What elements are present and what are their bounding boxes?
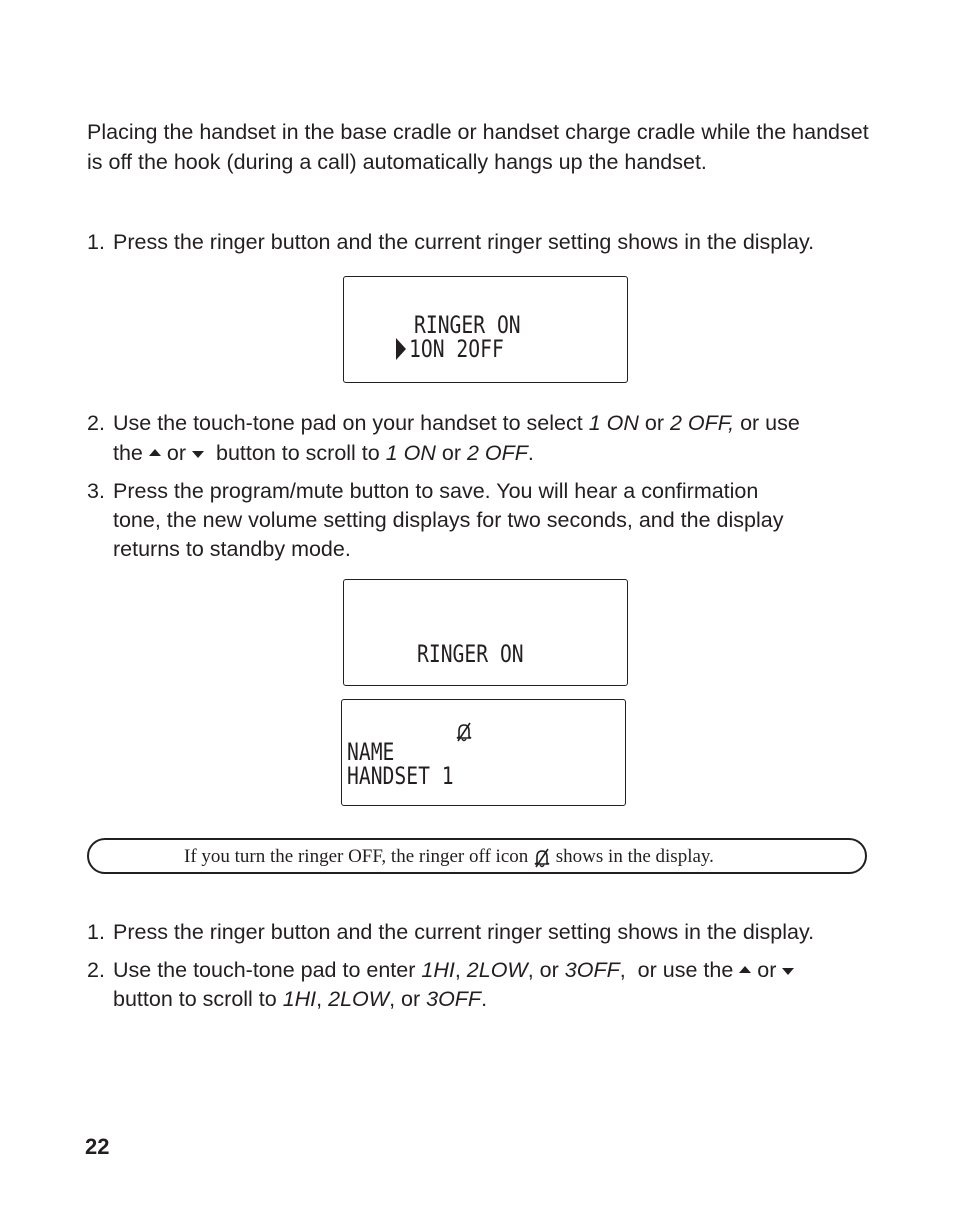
step-text: . bbox=[481, 987, 488, 1011]
option-2-off: 2 OFF, bbox=[669, 411, 735, 435]
lcd-line-1: NAME bbox=[347, 738, 395, 766]
step-text: Use the touch-tone pad to enter bbox=[113, 958, 422, 982]
lcd-display-ringer-select bbox=[343, 276, 628, 383]
step-number: 1. bbox=[87, 230, 105, 254]
step-3-line-2: tone, the new volume setting displays for two seconds, and the display bbox=[113, 508, 784, 532]
step-text: , or bbox=[389, 987, 427, 1011]
step-text: Press the ringer button and the current ringer setting shows in the display. bbox=[113, 920, 815, 944]
step-text: , or use the bbox=[619, 958, 734, 982]
lcd-line-2: HANDSET 1 bbox=[347, 762, 454, 790]
step-1-ringer-on-off bbox=[87, 228, 887, 258]
step-text: Use the touch-tone pad on your handset to select bbox=[113, 411, 589, 435]
note-text-after: shows in the display. bbox=[555, 846, 714, 867]
down-arrow-icon bbox=[192, 451, 204, 458]
option-2low: 2LOW bbox=[466, 958, 528, 982]
step-text: the bbox=[113, 441, 143, 465]
option-1-on: 1 ON bbox=[385, 441, 436, 465]
option-1hi: 1HI bbox=[421, 958, 455, 982]
step-3-save bbox=[87, 477, 887, 507]
up-arrow-icon bbox=[739, 966, 751, 973]
lcd-line-1: RINGER ON bbox=[414, 311, 521, 339]
step-text: or bbox=[166, 441, 187, 465]
option-3off: 3OFF bbox=[564, 958, 620, 982]
option-1-on: 1 ON bbox=[588, 411, 639, 435]
step-3-line-3: returns to standby mode. bbox=[113, 537, 351, 561]
up-arrow-icon bbox=[149, 449, 161, 456]
step-text: or bbox=[757, 958, 777, 982]
step-number: 2. bbox=[87, 958, 105, 982]
lcd-display-standby bbox=[341, 699, 626, 806]
step-text: button to scroll to bbox=[216, 441, 386, 465]
step-text: button to scroll to bbox=[113, 987, 283, 1011]
page-number: 22 bbox=[85, 1134, 110, 1159]
note-text-before: If you turn the ringer OFF, the ringer off icon bbox=[184, 846, 529, 867]
step-text: . bbox=[527, 441, 534, 465]
lcd-display-confirmation bbox=[343, 579, 628, 686]
step-number: 3. bbox=[87, 479, 105, 503]
step-text: , bbox=[316, 987, 329, 1011]
intro-paragraph: Placing the handset in the base cradle or handset charge cradle while the handset is off the hook (during a call) automatically hangs up the handset. bbox=[87, 120, 869, 174]
step-text: , bbox=[454, 958, 467, 982]
step-2-volume-select bbox=[87, 956, 887, 986]
step-number: 1. bbox=[87, 920, 105, 944]
step-text: Press the program/mute button to save. You will hear a confirmation bbox=[113, 479, 759, 503]
step-number: 2. bbox=[87, 411, 105, 435]
step-text: , or bbox=[527, 958, 565, 982]
lcd-line-2: 1ON 2OFF bbox=[409, 335, 504, 363]
step-text: or bbox=[638, 411, 670, 435]
lcd-line-1: RINGER ON bbox=[417, 640, 524, 668]
note-box bbox=[87, 838, 867, 874]
step-1-ringer-volume bbox=[87, 918, 887, 948]
option-2low: 2LOW bbox=[328, 987, 390, 1011]
ringer-off-icon bbox=[455, 722, 473, 742]
note-text bbox=[184, 844, 714, 870]
option-3off: 3OFF bbox=[426, 987, 482, 1011]
step-2-select-option bbox=[87, 409, 887, 439]
step-text: or use bbox=[734, 411, 800, 435]
selection-pointer-icon bbox=[396, 338, 406, 360]
step-text: or bbox=[435, 441, 467, 465]
option-2-off: 2 OFF bbox=[466, 441, 528, 465]
step-2-continuation bbox=[113, 439, 534, 469]
step-text: Press the ringer button and the current ringer setting shows in the display. bbox=[113, 230, 815, 254]
ringer-off-icon bbox=[533, 848, 551, 868]
step-2-continuation bbox=[113, 985, 487, 1015]
down-arrow-icon bbox=[782, 968, 794, 975]
option-1hi: 1HI bbox=[282, 987, 317, 1011]
